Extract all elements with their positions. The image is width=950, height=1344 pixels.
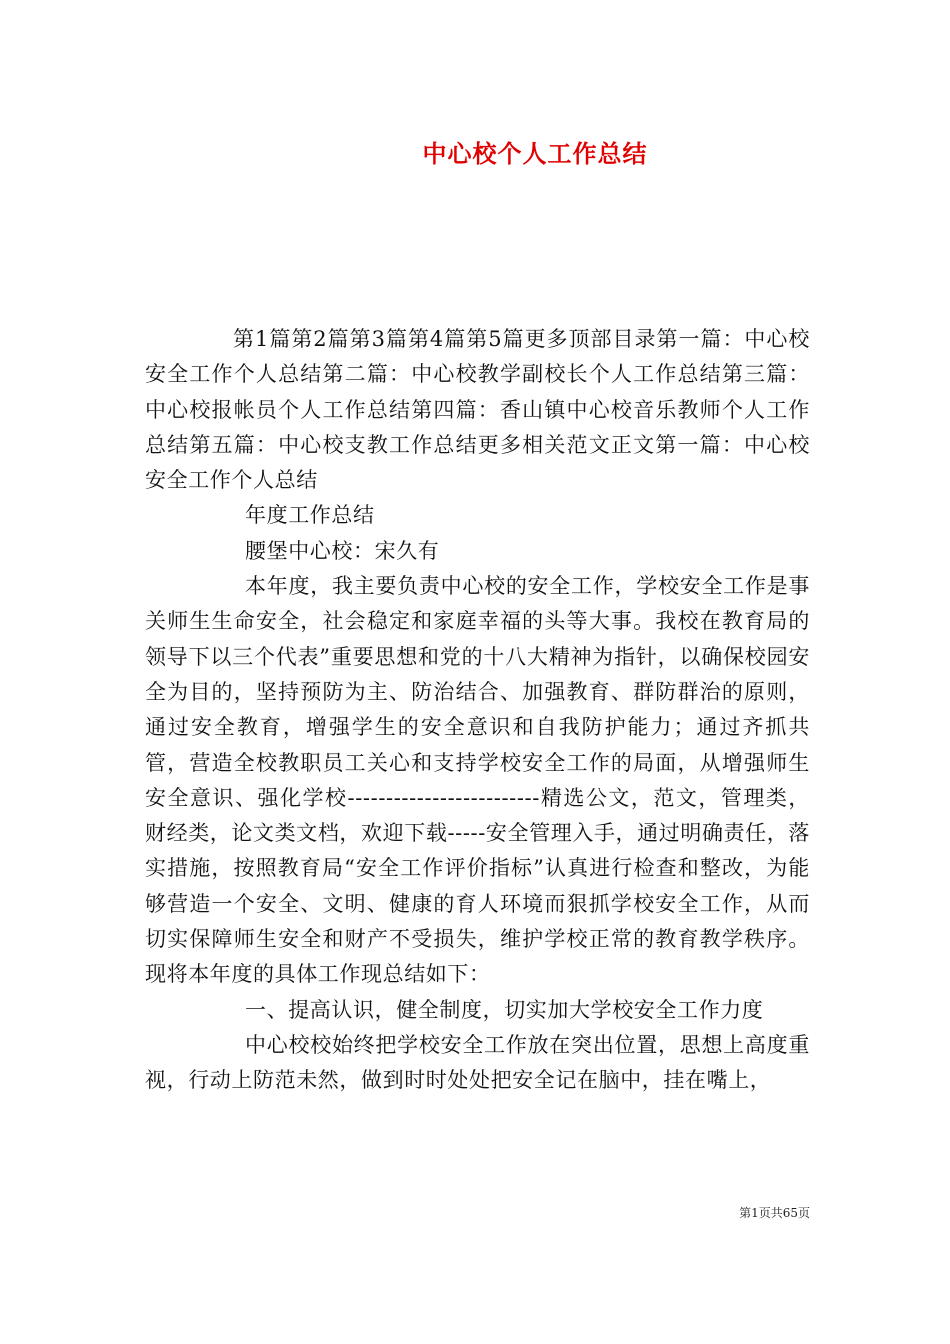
- paragraph-author: 腰堡中心校：宋久有: [245, 538, 440, 563]
- page-number: 第1页共65页: [739, 1206, 810, 1220]
- paragraph-table-of-contents: 第1篇第2篇第3篇第4篇第5篇更多顶部目录第一篇：中心校安全工作个人总结第二篇：中心校教学副校长个人工作总结第三篇：中心校报帐员个人工作总结第四篇：香山镇中心校音乐教师个人工作总结第五篇：中心校支教工作总结更多相关范文正文第一篇：中心校安全工作个人总结: [145, 327, 810, 493]
- paragraph-intro: 本年度，我主要负责中心校的安全工作，学校安全工作是事关师生生命安全，社会稳定和家庭幸福的头等大事。我校在教育局的领导下以三个代表”重要思想和党的十八大精神为指针，以确保校园安全为目的，坚持预防为主、防治结合、加强教育、群防群治的原则，通过安全教育，增强学生的安全意识和自我防护能力；通过齐抓共管，营造全校教职员工关心和支持学校安全工作的局面，从增强师生安全意识、强化学校-------------------------精选公文，范文，管理类，财经类，论文类文档，欢迎下载-----安全管理入手，通过明确责任，落实措施，按照教育局“安全工作评价指标”认真进行检查和整改，为能够营造一个安全、文明、健康的育人环境而狠抓学校安全工作，从而切实保障师生安全和财产不受损失，维护学校正常的教育教学秩序。现将本年度的具体工作现总结如下：: [145, 574, 810, 987]
- document-title: 中心校个人工作总结: [422, 140, 648, 168]
- section-heading-1: 一、提高认识，健全制度，切实加大学校安全工作力度: [245, 997, 764, 1022]
- paragraph-section-1: 中心校校始终把学校安全工作放在突出位置，思想上高度重视，行动上防范未然，做到时时处处把安全记在脑中，挂在嘴上，: [145, 1032, 810, 1093]
- document-body: [145, 322, 810, 1099]
- paragraph-subtitle: 年度工作总结: [245, 503, 375, 528]
